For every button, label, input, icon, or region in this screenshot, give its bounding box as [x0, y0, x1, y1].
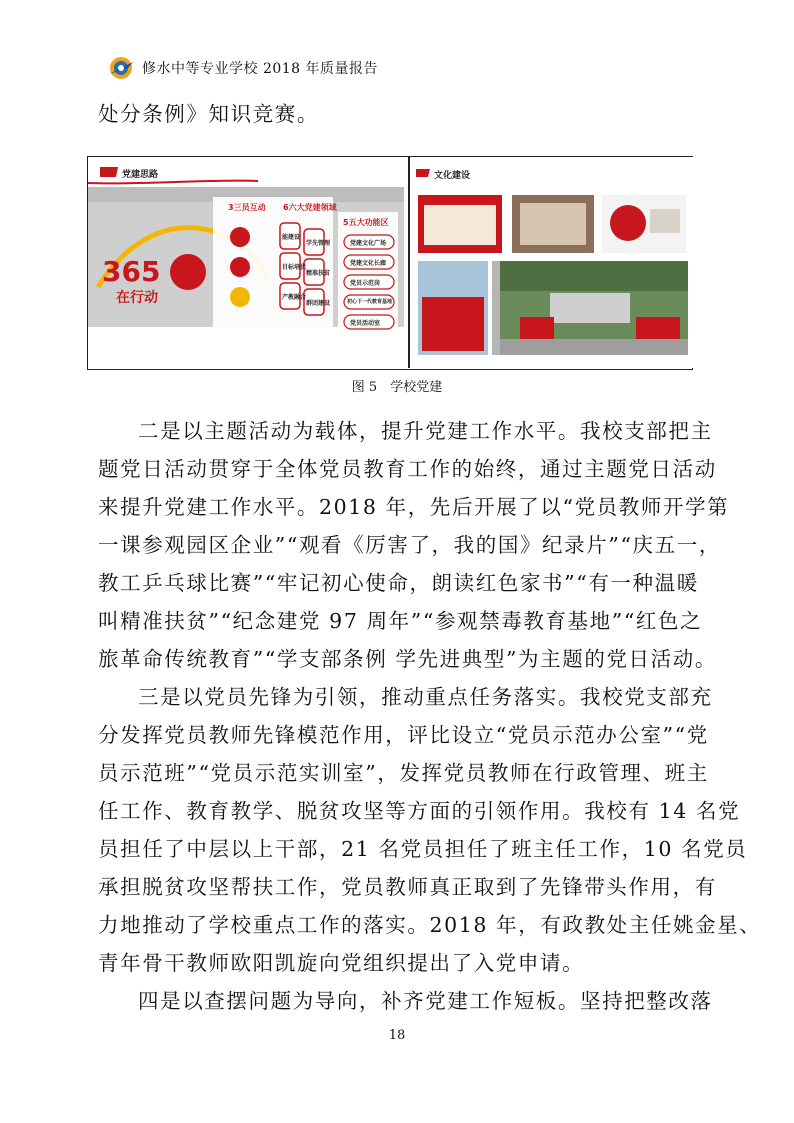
field-label: 产教融合 [282, 294, 307, 301]
group-6-label: 6六大党建领域 [283, 203, 337, 212]
text-line: 来提升党建工作水平。2018 年，先后开展了以“党员教师开学第 [98, 495, 730, 519]
text-line: 三是以党员先锋为引领，推动重点任务落实。我校党支部充 [138, 685, 713, 709]
area-label: 党建文化广场 [350, 240, 387, 247]
party-building-panel [88, 157, 404, 368]
big-slogan: 在行动 [116, 290, 158, 306]
field-label: 精准扶贫 [306, 270, 331, 277]
text-line: 二是以主题活动为载体，提升党建工作水平。我校支部把主 [138, 419, 713, 443]
text-line: 分发挥党员教师先锋模范作用，评比设立“党员示范办公室”“党 [98, 723, 709, 747]
text-line: 力地推动了学校重点工作的落实。2018 年，有政教处主任姚金星、 [98, 913, 762, 937]
field-label: 群团建设 [306, 300, 331, 307]
text-line: 处分条例》知识竞赛。 [98, 102, 319, 126]
group-5-label: 5五大功能区 [343, 218, 389, 227]
field-label: 学先管理 [306, 240, 331, 247]
text-line: 一课参观园区企业”“观看《厉害了，我的国》纪录片”“庆五一， [98, 533, 721, 557]
group-3-label: 3三员互动 [228, 203, 266, 212]
figure-caption: 图 5 学校党建 [351, 380, 443, 395]
culture-building-photos [410, 157, 693, 368]
culture-building-panel [408, 157, 693, 368]
text-line: 任工作、教育教学、脱贫攻坚等方面的引领作用。我校有 14 名党 [98, 799, 741, 823]
big-number: 365 [102, 255, 161, 288]
party-building-heading: 党建思路 [122, 170, 159, 180]
text-line: 题党日活动贯穿于全体党员教育工作的始终，通过主题党日活动 [98, 457, 717, 481]
text-line: 教工乒乓球比赛”“牢记初心使命，朗读红色家书”“有一种温暖 [98, 571, 699, 595]
figure-school-party-building [87, 156, 693, 370]
culture-building-heading: 文化建设 [434, 171, 471, 181]
area-label: 党员示范岗 [350, 280, 381, 287]
school-logo-icon [106, 54, 136, 82]
area-label: 党建文化长廊 [350, 260, 387, 267]
text-line: 叫精准扶贫”“纪念建党 97 周年”“参观禁毒教育基地”“红色之 [98, 609, 703, 633]
text-line: 员示范班”“党员示范实训室”，发挥党员教师在行政管理、班主 [98, 761, 709, 785]
field-label: 能建设 [282, 234, 301, 241]
text-line: 旅革命传统教育”“学支部条例 学先进典型”为主题的党日活动。 [98, 647, 717, 671]
field-label: 目标培优 [282, 264, 307, 271]
text-line: 四是以查摆问题为导向，补齐党建工作短板。坚持把整改落 [138, 989, 713, 1013]
page-number: 18 [388, 1028, 406, 1043]
header-title: 修水中等专业学校 2018 年质量报告 [142, 61, 379, 77]
text-line: 青年骨干教师欧阳凯旋向党组织提出了入党申请。 [98, 951, 585, 975]
area-label: 初心下一代教育基地 [347, 299, 393, 305]
text-line: 承担脱贫攻坚帮扶工作，党员教师真正取到了先锋带头作用，有 [98, 875, 717, 899]
page-header [106, 54, 378, 82]
area-label: 党员活动室 [350, 320, 381, 327]
text-line: 员担任了中层以上干部，21 名党员担任了班主任工作，10 名党员 [98, 837, 748, 861]
